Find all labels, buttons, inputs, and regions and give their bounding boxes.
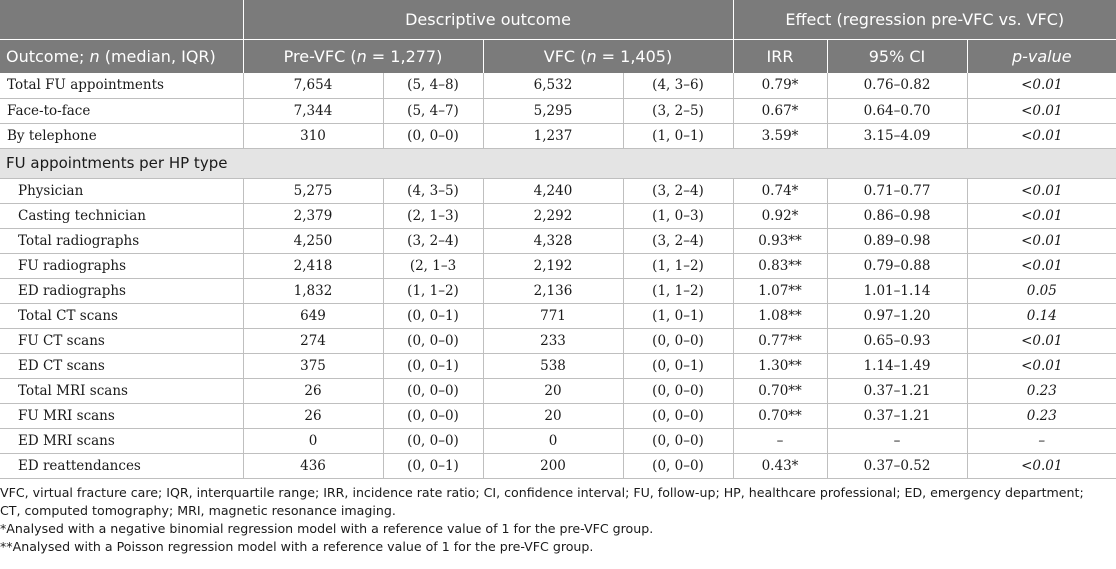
cell-vfc-median-iqr: (1, 1–2) <box>623 253 733 278</box>
cell-p-value: <0.01 <box>967 228 1116 253</box>
cell-p-value: <0.01 <box>967 453 1116 478</box>
cell-vfc-count: 20 <box>483 378 623 403</box>
cell-p-value: <0.01 <box>967 123 1116 148</box>
cell-vfc-count: 4,328 <box>483 228 623 253</box>
cell-pre-vfc-median-iqr: (2, 1–3 <box>383 253 483 278</box>
table-row <box>0 98 1116 123</box>
cell-pre-vfc-count: 2,418 <box>243 253 383 278</box>
cell-p-value: <0.01 <box>967 178 1116 203</box>
cell-vfc-median-iqr: (1, 1–2) <box>623 278 733 303</box>
cell-vfc-count: 1,237 <box>483 123 623 148</box>
cell-outcome: FU MRI scans <box>0 403 243 428</box>
header-descriptive-outcome: Descriptive outcome <box>243 0 733 39</box>
cell-outcome: ED MRI scans <box>0 428 243 453</box>
cell-vfc-median-iqr: (1, 0–3) <box>623 203 733 228</box>
footnote-poisson: **Analysed with a Poisson regression model with a reference value of 1 for the pre-VFC group. <box>0 539 594 554</box>
cell-vfc-count: 20 <box>483 403 623 428</box>
cell-pre-vfc-median-iqr: (5, 4–8) <box>383 73 483 98</box>
cell-vfc-count: 2,292 <box>483 203 623 228</box>
table-row <box>0 328 1116 353</box>
cell-irr: 0.83** <box>733 253 827 278</box>
cell-vfc-median-iqr: (3, 2–4) <box>623 228 733 253</box>
cell-pre-vfc-median-iqr: (0, 0–1) <box>383 353 483 378</box>
cell-irr: 0.77** <box>733 328 827 353</box>
cell-pre-vfc-count: 274 <box>243 328 383 353</box>
table-row <box>0 278 1116 303</box>
cell-irr: 0.92* <box>733 203 827 228</box>
cell-pre-vfc-count: 2,379 <box>243 203 383 228</box>
section-row-hp-type <box>0 148 1116 178</box>
cell-vfc-count: 200 <box>483 453 623 478</box>
cell-pre-vfc-count: 7,654 <box>243 73 383 98</box>
cell-pre-vfc-count: 4,250 <box>243 228 383 253</box>
cell-vfc-median-iqr: (0, 0–0) <box>623 328 733 353</box>
cell-pre-vfc-median-iqr: (4, 3–5) <box>383 178 483 203</box>
cell-irr: – <box>733 428 827 453</box>
table-row <box>0 178 1116 203</box>
cell-pre-vfc-count: 649 <box>243 303 383 328</box>
cell-outcome: ED CT scans <box>0 353 243 378</box>
cell-vfc-median-iqr: (4, 3–6) <box>623 73 733 98</box>
cell-irr: 0.70** <box>733 378 827 403</box>
cell-outcome: ED radiographs <box>0 278 243 303</box>
abbreviations-line-1: VFC, virtual fracture care; IQR, interquartile range; IRR, incidence rate ratio; CI, confidence interval; FU, follow-up; HP, healthcare professional; ED, emergency department; <box>0 485 1084 500</box>
cell-vfc-count: 0 <box>483 428 623 453</box>
cell-p-value: – <box>967 428 1116 453</box>
header-pre-vfc: Pre-VFC (n = 1,277) <box>243 39 483 73</box>
cell-ci: 1.14–1.49 <box>827 353 967 378</box>
cell-vfc-count: 5,295 <box>483 98 623 123</box>
header-group-row <box>0 0 1116 39</box>
cell-outcome: Total CT scans <box>0 303 243 328</box>
cell-vfc-count: 538 <box>483 353 623 378</box>
cell-pre-vfc-median-iqr: (0, 0–0) <box>383 123 483 148</box>
cell-p-value: <0.01 <box>967 98 1116 123</box>
cell-irr: 0.74* <box>733 178 827 203</box>
header-vfc: VFC (n = 1,405) <box>483 39 733 73</box>
cell-pre-vfc-median-iqr: (0, 0–1) <box>383 303 483 328</box>
table-row <box>0 73 1116 98</box>
cell-outcome: FU radiographs <box>0 253 243 278</box>
cell-pre-vfc-median-iqr: (0, 0–0) <box>383 428 483 453</box>
cell-ci: 0.76–0.82 <box>827 73 967 98</box>
header-column-row <box>0 39 1116 73</box>
cell-vfc-count: 6,532 <box>483 73 623 98</box>
cell-p-value: <0.01 <box>967 203 1116 228</box>
cell-vfc-median-iqr: (0, 0–1) <box>623 353 733 378</box>
cell-vfc-count: 2,136 <box>483 278 623 303</box>
cell-pre-vfc-count: 26 <box>243 403 383 428</box>
cell-outcome: FU CT scans <box>0 328 243 353</box>
cell-ci: 0.37–0.52 <box>827 453 967 478</box>
cell-outcome: Casting technician <box>0 203 243 228</box>
cell-p-value: 0.14 <box>967 303 1116 328</box>
cell-ci: 0.64–0.70 <box>827 98 967 123</box>
cell-pre-vfc-count: 310 <box>243 123 383 148</box>
cell-pre-vfc-median-iqr: (0, 0–0) <box>383 378 483 403</box>
cell-outcome: Total FU appointments <box>0 73 243 98</box>
cell-pre-vfc-median-iqr: (0, 0–0) <box>383 328 483 353</box>
cell-vfc-count: 4,240 <box>483 178 623 203</box>
cell-vfc-median-iqr: (0, 0–0) <box>623 378 733 403</box>
cell-pre-vfc-count: 26 <box>243 378 383 403</box>
cell-p-value: 0.23 <box>967 378 1116 403</box>
cell-pre-vfc-count: 375 <box>243 353 383 378</box>
cell-outcome: Physician <box>0 178 243 203</box>
table-row <box>0 203 1116 228</box>
cell-pre-vfc-count: 1,832 <box>243 278 383 303</box>
cell-pre-vfc-count: 436 <box>243 453 383 478</box>
cell-irr: 1.08** <box>733 303 827 328</box>
cell-vfc-median-iqr: (1, 0–1) <box>623 303 733 328</box>
cell-irr: 1.07** <box>733 278 827 303</box>
cell-irr: 0.93** <box>733 228 827 253</box>
cell-p-value: <0.01 <box>967 253 1116 278</box>
cell-vfc-count: 233 <box>483 328 623 353</box>
cell-p-value: 0.05 <box>967 278 1116 303</box>
table-row <box>0 428 1116 453</box>
cell-pre-vfc-median-iqr: (5, 4–7) <box>383 98 483 123</box>
cell-vfc-median-iqr: (0, 0–0) <box>623 453 733 478</box>
cell-pre-vfc-count: 5,275 <box>243 178 383 203</box>
header-p-value: p-value <box>967 39 1116 73</box>
cell-outcome: Face-to-face <box>0 98 243 123</box>
table-row <box>0 303 1116 328</box>
cell-pre-vfc-median-iqr: (0, 0–1) <box>383 453 483 478</box>
cell-outcome: Total MRI scans <box>0 378 243 403</box>
cell-vfc-count: 2,192 <box>483 253 623 278</box>
table-row <box>0 353 1116 378</box>
cell-ci: 0.89–0.98 <box>827 228 967 253</box>
table-row <box>0 253 1116 278</box>
table-row <box>0 453 1116 478</box>
abbreviations-line-2: CT, computed tomography; MRI, magnetic resonance imaging. <box>0 503 396 518</box>
cell-vfc-median-iqr: (3, 2–5) <box>623 98 733 123</box>
cell-vfc-median-iqr: (0, 0–0) <box>623 403 733 428</box>
cell-ci: 0.86–0.98 <box>827 203 967 228</box>
cell-irr: 3.59* <box>733 123 827 148</box>
footnote-negative-binomial: *Analysed with a negative binomial regression model with a reference value of 1 for the pre-VFC group. <box>0 521 654 536</box>
cell-vfc-count: 771 <box>483 303 623 328</box>
cell-pre-vfc-median-iqr: (2, 1–3) <box>383 203 483 228</box>
cell-outcome: Total radiographs <box>0 228 243 253</box>
cell-irr: 0.67* <box>733 98 827 123</box>
cell-ci: 3.15–4.09 <box>827 123 967 148</box>
cell-irr: 0.70** <box>733 403 827 428</box>
header-blank-cell <box>0 0 243 39</box>
cell-pre-vfc-median-iqr: (1, 1–2) <box>383 278 483 303</box>
cell-p-value: <0.01 <box>967 73 1116 98</box>
cell-p-value: <0.01 <box>967 328 1116 353</box>
cell-ci: 0.97–1.20 <box>827 303 967 328</box>
table-row <box>0 123 1116 148</box>
header-ci: 95% CI <box>827 39 967 73</box>
cell-p-value: <0.01 <box>967 353 1116 378</box>
cell-pre-vfc-median-iqr: (3, 2–4) <box>383 228 483 253</box>
cell-vfc-median-iqr: (3, 2–4) <box>623 178 733 203</box>
header-outcome: Outcome; n (median, IQR) <box>0 39 243 73</box>
table-notes <box>0 484 1116 556</box>
cell-vfc-median-iqr: (0, 0–0) <box>623 428 733 453</box>
header-effect: Effect (regression pre-VFC vs. VFC) <box>733 0 1116 39</box>
cell-irr: 0.43* <box>733 453 827 478</box>
cell-p-value: 0.23 <box>967 403 1116 428</box>
cell-ci: 0.37–1.21 <box>827 378 967 403</box>
cell-ci: 0.79–0.88 <box>827 253 967 278</box>
cell-vfc-median-iqr: (1, 0–1) <box>623 123 733 148</box>
table-row <box>0 228 1116 253</box>
section-label: FU appointments per HP type <box>0 148 1116 178</box>
cell-pre-vfc-count: 0 <box>243 428 383 453</box>
cell-outcome: By telephone <box>0 123 243 148</box>
cell-ci: 0.37–1.21 <box>827 403 967 428</box>
cell-irr: 1.30** <box>733 353 827 378</box>
cell-ci: – <box>827 428 967 453</box>
cell-ci: 1.01–1.14 <box>827 278 967 303</box>
header-irr: IRR <box>733 39 827 73</box>
cell-pre-vfc-median-iqr: (0, 0–0) <box>383 403 483 428</box>
cell-ci: 0.65–0.93 <box>827 328 967 353</box>
table-row <box>0 378 1116 403</box>
cell-irr: 0.79* <box>733 73 827 98</box>
table-row <box>0 403 1116 428</box>
cell-pre-vfc-count: 7,344 <box>243 98 383 123</box>
cell-outcome: ED reattendances <box>0 453 243 478</box>
cell-ci: 0.71–0.77 <box>827 178 967 203</box>
